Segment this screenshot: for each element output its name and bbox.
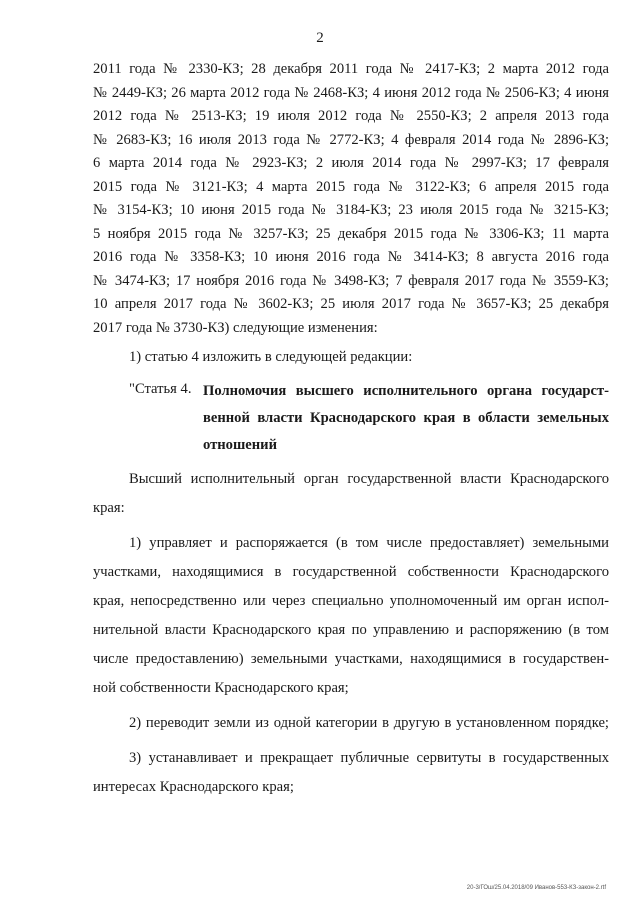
text-line: края: [93, 499, 125, 516]
text-line: 10 апреля 2017 года № 3602-КЗ; 25 июля 2017 года № 3657-КЗ; 25 декабря [93, 296, 609, 312]
text-line: 3) устанавливает и прекращает публичные сервитуты в государственных [129, 749, 609, 766]
article-label: "Статья 4. [129, 380, 192, 397]
text-line: края, непосредственно или через специально уполномоченный им орган испол- [93, 592, 609, 609]
text-line: нительной власти Краснодарского края по управлению и распоряжению (в том [93, 621, 609, 638]
text-line: Высший исполнительный орган государственной власти Краснодарского [129, 470, 609, 487]
article-title-line: венной власти Краснодарского края в области земельных [203, 409, 609, 426]
text-line: интересах Краснодарского края; [93, 778, 294, 795]
document-body [93, 58, 609, 802]
text-line: 6 марта 2014 года № 2923-КЗ; 2 июля 2014 года № 2997-КЗ; 17 февраля [93, 155, 609, 171]
text-line: 2) переводит земли из одной категории в другую в установленном порядке; [129, 714, 609, 731]
text-line: № 3154-КЗ; 10 июня 2015 года № 3184-КЗ; 23 июля 2015 года № 3215-КЗ; [93, 202, 609, 218]
text-line: № 3474-КЗ; 17 ноября 2016 года № 3498-КЗ; 7 февраля 2017 года № 3559-КЗ; [93, 272, 609, 289]
text-line: 2011 года № 2330-КЗ; 28 декабря 2011 года № 2417-КЗ; 2 марта 2012 года [93, 61, 609, 77]
article-title-line: отношений [203, 436, 278, 453]
text-line: 2016 года № 3358-КЗ; 10 июня 2016 года № 3414-КЗ; 8 августа 2016 года [93, 249, 609, 265]
text-line: 2017 года № 3730-КЗ) следующие изменения: [93, 319, 378, 336]
item-1-intro: 1) статью 4 изложить в следующей редакции: [129, 349, 413, 365]
text-line: участками, находящимися в государственной собственности Краснодарского [93, 563, 609, 580]
text-line: 2015 года № 3121-КЗ; 4 марта 2015 года № 3122-КЗ; 6 апреля 2015 года [93, 178, 609, 195]
text-line: числе предоставлению) земельными участками, находящимися в государствен- [93, 650, 609, 667]
text-line: № 2449-КЗ; 26 марта 2012 года № 2468-КЗ; 4 июня 2012 года № 2506-КЗ; 4 июня [93, 84, 609, 101]
law-amendments-list [93, 58, 609, 340]
text-line: ной собственности Краснодарского края; [93, 679, 349, 696]
article-title [203, 378, 609, 459]
footer-file-stamp: 20-3/ГОш/25.04.2018/09 Иванов-553-КЗ-закон-2.rtf [466, 885, 606, 891]
subitem-2 [93, 709, 609, 738]
subitem-3 [93, 744, 609, 802]
text-line: № 2683-КЗ; 16 июля 2013 года № 2772-КЗ; 4 февраля 2014 года № 2896-КЗ; [93, 131, 609, 148]
text-line: 2012 года № 2513-КЗ; 19 июля 2012 года № 2550-КЗ; 2 апреля 2013 года [93, 108, 609, 124]
article-title-line: Полномочия высшего исполнительного органа государст- [203, 382, 609, 399]
subitem-1 [93, 529, 609, 703]
text-line: 5 ноября 2015 года № 3257-КЗ; 25 декабря 2015 года № 3306-КЗ; 11 марта [93, 225, 609, 242]
text-line: 1) управляет и распоряжается (в том числе предоставляет) земельными [129, 534, 609, 551]
article-heading [93, 378, 609, 459]
intro-paragraph [93, 465, 609, 523]
page-number: 2 [316, 30, 324, 46]
